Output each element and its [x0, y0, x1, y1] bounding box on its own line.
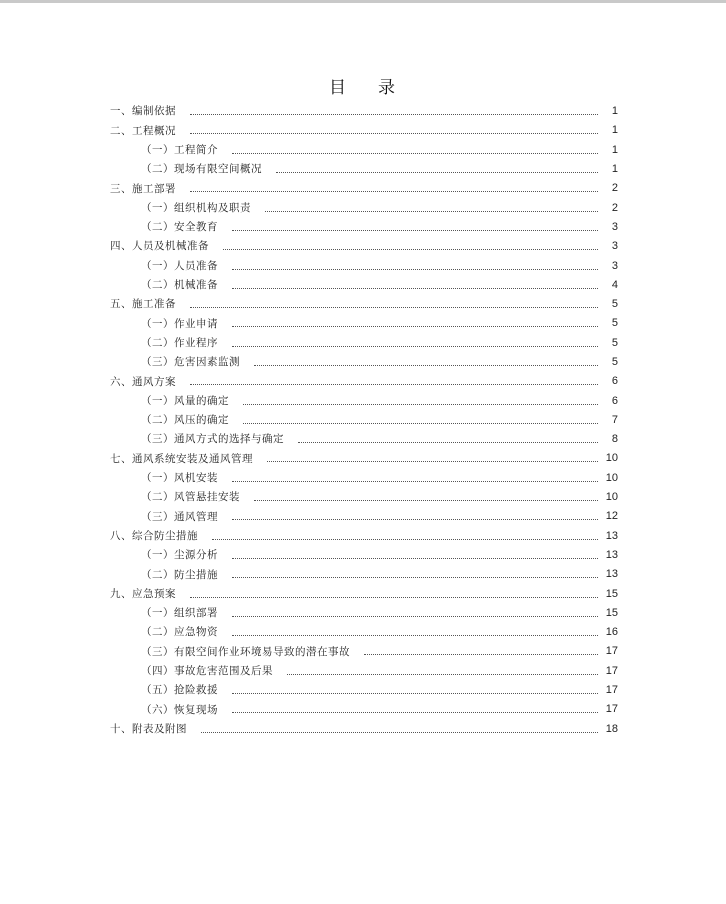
- toc-entry-page-number: 2: [611, 201, 618, 214]
- toc-entry[interactable]: [110, 198, 618, 217]
- toc-dot-leader: [254, 365, 598, 366]
- toc-dot-leader: [232, 635, 598, 636]
- toc-entry-page-number: 15: [605, 606, 618, 619]
- toc-entry-label: 四、人员及机械准备: [110, 240, 209, 253]
- toc-entry-page-number: 17: [605, 703, 618, 716]
- toc-entry[interactable]: [110, 179, 618, 198]
- toc-entry-label: （三）有限空间作业环境易导致的潜在事故: [141, 645, 350, 658]
- toc-entry-label: （二）作业程序: [141, 336, 218, 349]
- toc-entry-label: （二）安全教育: [141, 221, 218, 234]
- toc-entry[interactable]: [110, 430, 618, 449]
- toc-dot-leader: [276, 172, 598, 173]
- toc-entry-page-number: 5: [611, 336, 618, 349]
- toc-dot-leader: [232, 519, 598, 520]
- toc-entry-page-number: 1: [611, 143, 618, 156]
- toc-entry[interactable]: [110, 160, 618, 179]
- toc-entry[interactable]: [110, 411, 618, 430]
- toc-entry[interactable]: [110, 565, 618, 584]
- toc-entry[interactable]: [110, 276, 618, 295]
- toc-entry-label: （二）防尘措施: [141, 568, 218, 581]
- toc-dot-leader: [254, 500, 598, 501]
- toc-entry[interactable]: [110, 353, 618, 372]
- toc-dot-leader: [243, 404, 598, 405]
- toc-dot-leader: [232, 616, 598, 617]
- toc-dot-leader: [201, 732, 598, 733]
- toc-entry-label: （一）组织机构及职责: [141, 201, 251, 214]
- toc-dot-leader: [190, 133, 598, 134]
- toc-entry-label: 一、编制依据: [110, 105, 176, 118]
- toc-entry[interactable]: [110, 527, 618, 546]
- toc-entry-label: （一）人员准备: [141, 259, 218, 272]
- toc-entry-label: （三）危害因素监测: [141, 356, 240, 369]
- toc-entry-page-number: 3: [611, 240, 618, 253]
- toc-entry-page-number: 6: [611, 394, 618, 407]
- toc-entry[interactable]: [110, 623, 618, 642]
- toc-entry-label: （一）组织部署: [141, 607, 218, 620]
- toc-entry-page-number: 17: [605, 664, 618, 677]
- toc-entry[interactable]: [110, 256, 618, 275]
- toc-entry-label: （二）风压的确定: [141, 414, 229, 427]
- toc-dot-leader: [232, 153, 598, 154]
- toc-entry-page-number: 1: [611, 163, 618, 176]
- toc-dot-leader: [190, 114, 598, 115]
- toc-entry[interactable]: [110, 642, 618, 661]
- toc-entry-page-number: 2: [611, 182, 618, 195]
- toc-entry[interactable]: [110, 584, 618, 603]
- toc-entry-page-number: 3: [611, 220, 618, 233]
- toc-entry-page-number: 8: [611, 433, 618, 446]
- toc-entry[interactable]: [110, 546, 618, 565]
- toc-entry-page-number: 13: [605, 529, 618, 542]
- toc-entry[interactable]: [110, 449, 618, 468]
- toc-entry-label: 九、应急预案: [110, 587, 176, 600]
- toc-entry[interactable]: [110, 218, 618, 237]
- toc-entry-page-number: 4: [611, 278, 618, 291]
- toc-entry-label: （四）事故危害范围及后果: [141, 665, 273, 677]
- toc-entry-label: 六、通风方案: [110, 375, 176, 388]
- toc-dot-leader: [232, 346, 598, 347]
- toc-dot-leader: [298, 442, 598, 443]
- toc-entry-label: （三）通风管理: [141, 510, 218, 523]
- toc-entry-page-number: 16: [605, 626, 618, 639]
- toc-entry[interactable]: [110, 469, 618, 488]
- toc-entry[interactable]: [110, 295, 618, 314]
- toc-dot-leader: [232, 326, 598, 327]
- toc-entry[interactable]: [110, 488, 618, 507]
- toc-entry-page-number: 10: [605, 491, 618, 504]
- toc-dot-leader: [190, 597, 598, 598]
- toc-dot-leader: [364, 654, 598, 655]
- toc-entry-label: （六）恢复现场: [141, 703, 218, 716]
- toc-entry-label: 三、施工部署: [110, 182, 176, 195]
- title-char-2: 录: [378, 78, 397, 98]
- toc-entry-page-number: 3: [611, 259, 618, 272]
- toc-entry[interactable]: [110, 720, 618, 739]
- top-border: [0, 0, 726, 3]
- toc-entry-label: 十、附表及附图: [110, 722, 187, 735]
- toc-entry-label: （二）机械准备: [141, 279, 218, 292]
- toc-entry-label: 八、综合防尘措施: [110, 529, 198, 542]
- toc-entry-page-number: 1: [611, 124, 618, 137]
- toc-entry-label: （一）风机安装: [141, 472, 218, 485]
- toc-dot-leader: [190, 191, 598, 192]
- toc-entry-page-number: 13: [605, 568, 618, 581]
- toc-dot-leader: [232, 558, 598, 559]
- toc-dot-leader: [212, 539, 598, 540]
- toc-entry-page-number: 17: [605, 645, 618, 658]
- toc-entry[interactable]: [110, 102, 618, 121]
- toc-entry-label: （一）作业申请: [141, 317, 218, 330]
- toc-dot-leader: [232, 577, 598, 578]
- toc-entry[interactable]: [110, 681, 618, 700]
- toc-dot-leader: [232, 712, 598, 713]
- toc-entry[interactable]: [110, 237, 618, 256]
- toc-entry-label: （三）通风方式的选择与确定: [141, 433, 284, 446]
- toc-entry[interactable]: [110, 372, 618, 391]
- toc-dot-leader: [232, 288, 598, 289]
- toc-entry-label: （一）尘源分析: [141, 549, 218, 562]
- toc-entry[interactable]: [110, 121, 618, 140]
- toc-entry[interactable]: [110, 507, 618, 526]
- toc-entry-label: 七、通风系统安装及通风管理: [110, 452, 253, 465]
- toc-dot-leader: [232, 269, 598, 270]
- toc-entry-label: 二、工程概况: [110, 124, 176, 137]
- toc-entry[interactable]: [110, 391, 618, 410]
- toc-entry-page-number: 1: [611, 105, 618, 118]
- toc-dot-leader: [267, 461, 598, 462]
- toc-dot-leader: [243, 423, 598, 424]
- toc-entry[interactable]: [110, 662, 618, 681]
- toc-dot-leader: [232, 230, 598, 231]
- toc-entry[interactable]: [110, 604, 618, 623]
- toc-entry-label: （二）应急物资: [141, 626, 218, 639]
- toc-entry-page-number: 10: [605, 471, 618, 484]
- toc-entry-label: （五）抢险救援: [141, 684, 218, 697]
- toc-entry-page-number: 5: [611, 317, 618, 330]
- toc-dot-leader: [232, 481, 598, 482]
- toc-entry-page-number: 5: [611, 298, 618, 311]
- toc-entry-page-number: 18: [605, 722, 618, 735]
- page-title: [0, 73, 726, 98]
- toc-entry-page-number: 12: [605, 510, 618, 523]
- toc-entry-label: （一）风量的确定: [141, 394, 229, 407]
- table-of-contents: [110, 102, 618, 739]
- toc-entry-page-number: 10: [605, 452, 618, 465]
- toc-entry-label: （二）风管悬挂安装: [141, 491, 240, 504]
- toc-entry-label: （二）现场有限空间概况: [141, 163, 262, 176]
- toc-dot-leader: [287, 674, 598, 675]
- toc-dot-leader: [232, 693, 598, 694]
- toc-entry-label: 五、施工准备: [110, 298, 176, 311]
- toc-entry-page-number: 13: [605, 548, 618, 561]
- toc-entry[interactable]: [110, 700, 618, 719]
- toc-entry-label: （一）工程简介: [141, 143, 218, 156]
- toc-entry-page-number: 7: [611, 413, 618, 426]
- toc-entry-page-number: 17: [605, 684, 618, 697]
- toc-dot-leader: [190, 307, 598, 308]
- toc-entry[interactable]: [110, 141, 618, 160]
- toc-entry-page-number: 5: [611, 356, 618, 368]
- title-char-1: 目: [329, 78, 348, 98]
- toc-dot-leader: [223, 249, 598, 250]
- toc-entry[interactable]: [110, 314, 618, 333]
- toc-entry[interactable]: [110, 334, 618, 353]
- toc-dot-leader: [265, 211, 598, 212]
- toc-entry-page-number: 6: [611, 375, 618, 388]
- toc-entry-page-number: 15: [605, 587, 618, 600]
- toc-dot-leader: [190, 384, 598, 385]
